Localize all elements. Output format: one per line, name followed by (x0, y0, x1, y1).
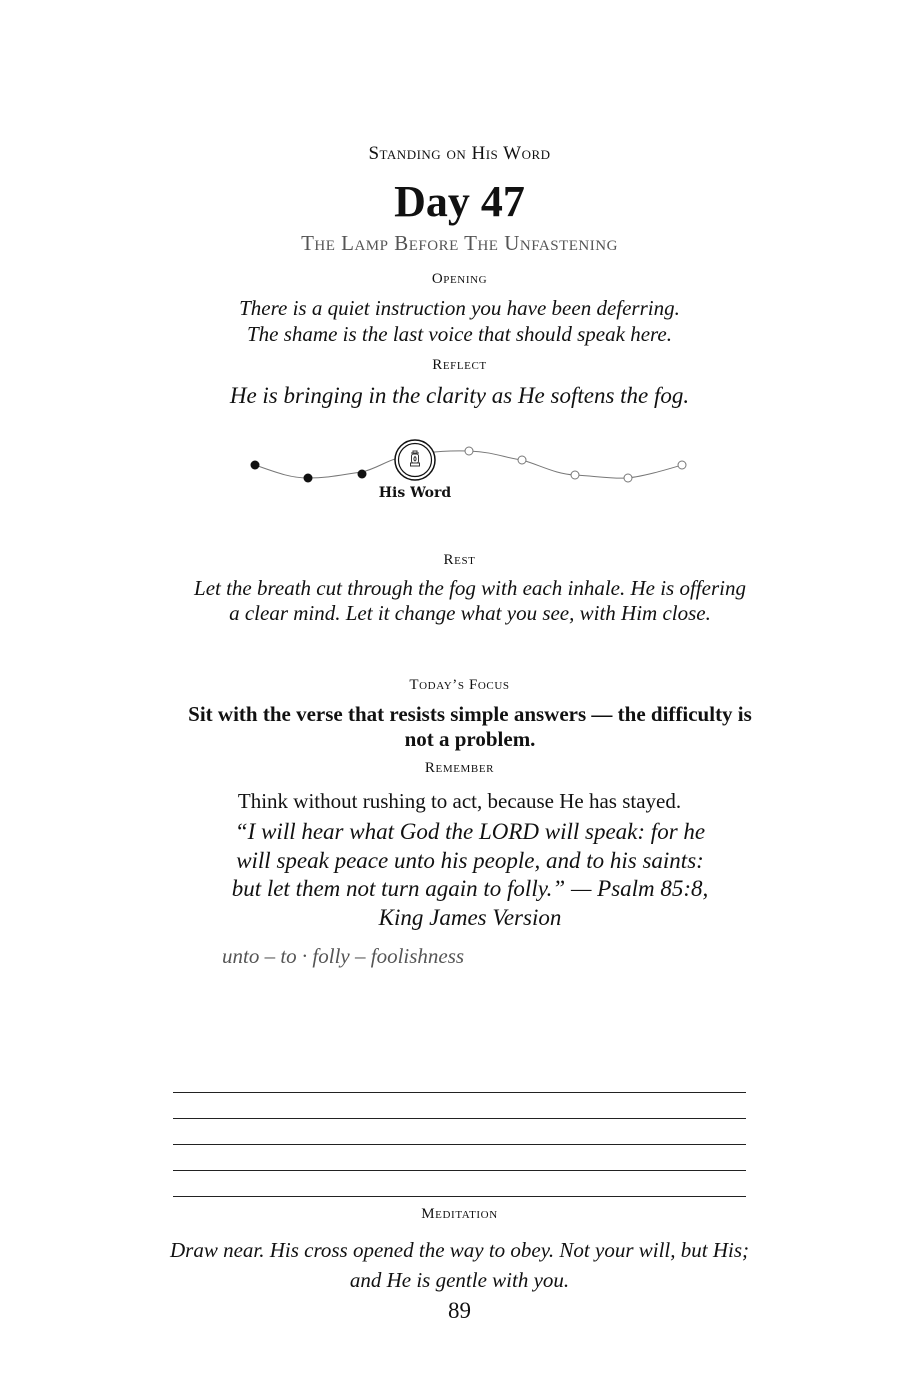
meditation-label: Meditation (421, 1206, 498, 1222)
journey-step-7 (571, 471, 579, 479)
day-subtitle: The Lamp Before The Unfastening (301, 231, 618, 255)
journal-line[interactable] (173, 1092, 746, 1093)
focus-label: Today’s Focus (409, 677, 510, 693)
journey-step-5 (465, 447, 473, 455)
journey-step-3 (358, 470, 367, 479)
opening-label: Opening (431, 271, 488, 287)
remember-label: Remember (424, 760, 495, 776)
journey-step-2 (304, 474, 313, 483)
remember-text: Think without rushing to act, because He has stayed. (237, 789, 682, 813)
opening-line-1: There is a quiet instruction you have been deferring. (239, 296, 680, 320)
rest-label: Rest (443, 552, 476, 568)
journey-step-9 (678, 461, 686, 469)
meditation-text: Draw near. His cross opened the way to obey. Not your will, but His; and He is gentle with you. (169, 1238, 750, 1292)
focus-text: Sit with the verse that resists simple answers — the difficulty is not a problem. (188, 702, 752, 751)
journal-line[interactable] (173, 1144, 746, 1145)
journal-line[interactable] (173, 1196, 746, 1197)
journey-current-label: His Word (378, 485, 452, 501)
journey-step-8 (624, 474, 632, 482)
rest-text: Let the breath cut through the fog with each inhale. He is offering a clear mind. Let it change what you see, with Him close. (194, 576, 746, 625)
journey-step-6 (518, 456, 526, 464)
journal-line[interactable] (173, 1118, 746, 1119)
journal-line[interactable] (173, 1170, 746, 1171)
journey-current-step (395, 440, 435, 480)
opening-line-2: The shame is the last voice that should speak here. (247, 322, 672, 346)
word-gloss: unto – to · folly – foolishness (222, 944, 465, 968)
reflect-label: Reflect (432, 357, 487, 373)
series-title: Standing on His Word (368, 143, 551, 164)
scripture-verse: “I will hear what God the LORD will speak: for he will speak peace unto his people, and to his saints: but let them not turn again to folly.” — Psalm 85:8, King James Version (231, 819, 709, 930)
day-title: Day 47 (394, 177, 525, 226)
journey-progress (235, 432, 705, 512)
journey-step-1 (251, 461, 260, 470)
opening-text (0, 295, 919, 347)
page-number: 89 (448, 1298, 471, 1323)
reflect-text: He is bringing in the clarity as He softens the fog. (229, 383, 690, 408)
